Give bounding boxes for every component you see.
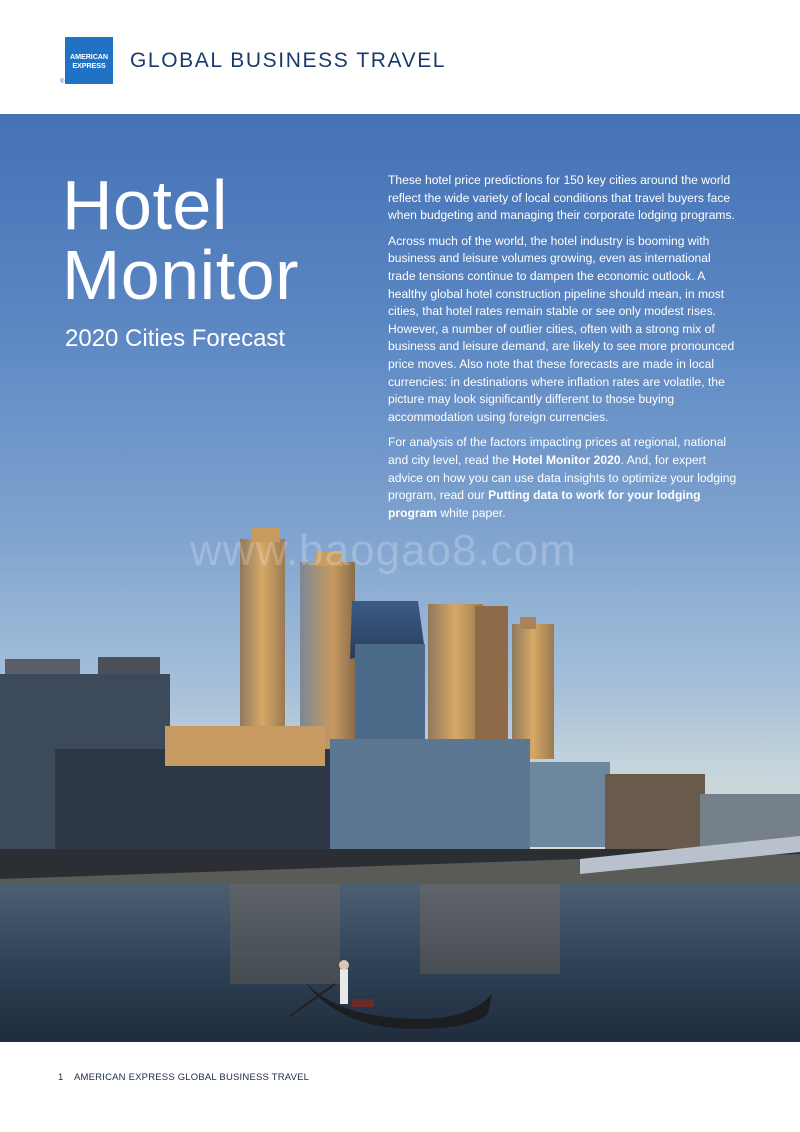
brand-title: GLOBAL BUSINESS TRAVEL — [130, 49, 447, 72]
footer-text: AMERICAN EXPRESS GLOBAL BUSINESS TRAVEL — [74, 1072, 310, 1083]
document-subtitle: 2020 Cities Forecast — [65, 325, 286, 352]
amex-logo[interactable] — [65, 37, 113, 84]
intro-paragraph-2: Across much of the world, the hotel industry is booming with business and leisure volumes growing, even as international trade tensions continue to dampen the economic outlook. A healthy global hotel construction pipeline should mean, in most cities, that hotel rates remain stable or see only modest rises. However, a number of outlier cities, often with a strong mix of business and leisure demand, are likely to see more pronounced price moves. Also note that these forecasts are made in local currencies: in destinations where inflation rates are volatile, the picture may look significantly different to those buying accommodation using foreign currencies. — [388, 233, 735, 424]
data-whitepaper-link[interactable]: Putting data to work for your lodging program — [388, 488, 701, 520]
intro-paragraph-3 — [388, 434, 740, 522]
title-line-2: Monitor — [62, 236, 299, 314]
hotel-monitor-link[interactable]: Hotel Monitor 2020 — [512, 452, 621, 467]
header — [0, 0, 800, 114]
page-number: 1 — [58, 1072, 64, 1083]
para3-part-c: white paper. — [437, 505, 506, 520]
river — [0, 884, 800, 1042]
logo-line-1: AMERICAN — [70, 51, 108, 61]
document-title — [62, 166, 299, 314]
para3-part-a: For analysis of the factors impacting prices at regional, national and city level, read the — [388, 435, 727, 467]
registered-mark: ® — [60, 79, 65, 85]
footer — [0, 1042, 800, 1132]
intro-text — [388, 172, 740, 530]
para3-part-b: . And, for expert advice on how you can use data insights to optimize your lodging program, read our — [388, 452, 737, 503]
logo-line-2: EXPRESS — [72, 60, 106, 70]
hero-section — [0, 114, 800, 1042]
watermark: www.baogao8.com — [190, 526, 577, 575]
intro-paragraph-1: These hotel price predictions for 150 key cities around the world reflect the wide variety of local conditions that travel buyers face when budgeting and managing their corporate lodging programs. — [388, 173, 735, 223]
title-line-1: Hotel — [62, 166, 228, 244]
